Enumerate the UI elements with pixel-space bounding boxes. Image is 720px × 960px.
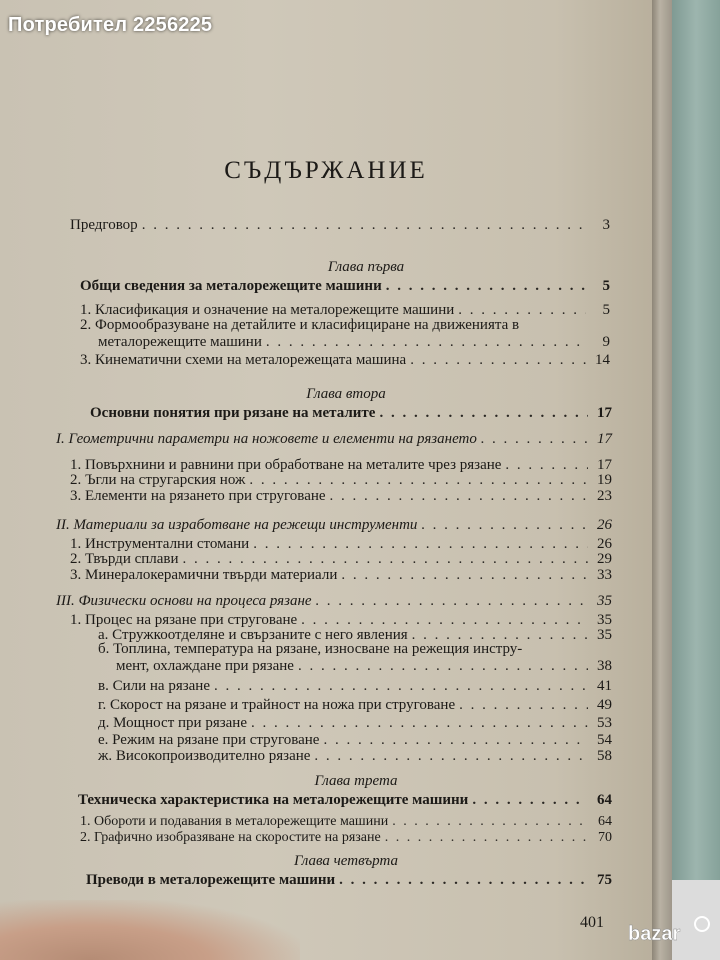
logo-text: bazar <box>628 923 681 945</box>
toc-entry: в. Сили на рязане . . . 41 <box>98 675 612 695</box>
toc-entry: 2. Твърди сплави . . . 29 <box>70 548 612 568</box>
finger <box>0 900 300 960</box>
toc-entry: а. Стружкоотделяне и свързаните с него явления . . . 35 <box>98 624 612 644</box>
toc-entry: 2. Ъгли на стругарския нож . . . 19 <box>70 469 612 489</box>
toc-entry: 1. Инструментални стомани . . . 26 <box>70 533 612 553</box>
toc-entry-chapter-title: Общи сведения за металорежещите машини . . . 5 <box>80 275 610 295</box>
book-cover <box>672 0 720 880</box>
toc-entry-chapter-title: Основни понятия при рязане на металите . . . 17 <box>90 402 612 422</box>
toc-entry: 1. Повърхнини и равнини при обработване на металите чрез рязане . . . 17 <box>70 454 612 474</box>
toc-entry: 1. Класификация и означение на металорежещите машини . . . 5 <box>80 299 610 319</box>
toc-entry: 2. Графично изобразяване на скоростите на рязане . . . 70 <box>80 827 612 847</box>
toc-entry-chapter-title: Преводи в металорежещите машини . . . 75 <box>86 869 612 889</box>
page-edge <box>652 0 672 960</box>
chapter-heading: Глава четвърта <box>294 853 398 869</box>
toc-entry-wrap: б. Топлина, температура на рязане, износване на режещия инстру- <box>98 641 523 657</box>
toc-entry: д. Мощност при рязане . . . 53 <box>98 712 612 732</box>
toc-entry-section: III. Физически основи на процеса рязане . . . 35 <box>56 590 612 610</box>
toc-entry: мент, охлаждане при рязане . . . 38 <box>116 655 612 675</box>
toc-entry: г. Скорост на рязане и трайност на ножа при струговане . . . 49 <box>98 694 612 714</box>
user-watermark: Потребител 2256225 <box>8 14 213 36</box>
chapter-heading: Глава първа <box>327 259 405 275</box>
toc-entry: е. Режим на рязане при струговане . . . 54 <box>98 729 612 749</box>
toc-entry-section: II. Материали за изработване на режещи инструменти . . . 26 <box>56 514 612 534</box>
page-title: СЪДЪРЖАНИЕ <box>224 157 428 184</box>
toc-entry: 3. Минералокерамични твърди материали . . . 33 <box>70 564 612 584</box>
toc-entry: металорежещите машини . . . 9 <box>98 331 610 351</box>
toc-entry-section: I. Геометрични параметри на ножовете и елементи на рязането . . . 17 <box>56 428 612 448</box>
toc-entry: 1. Процес на рязане при струговане . . . 35 <box>70 609 612 629</box>
toc-entry: 3. Елементи на рязането при струговане . . . 23 <box>70 485 612 505</box>
toc-entry: ж. Високопроизводително рязане . . . 58 <box>98 745 612 765</box>
toc-entry: 3. Кинематични схеми на металорежещата машина . . . 14 <box>80 349 610 369</box>
toc-entry: 1. Обороти и подавания в металорежещите машини . . . 64 <box>80 811 612 831</box>
chapter-heading: Глава втора <box>306 386 386 402</box>
chapter-heading: Глава трета <box>314 773 398 789</box>
toc-entry-wrap: 2. Формообразуване на детайлите и класифициране на движенията в <box>80 317 520 333</box>
bazar-logo <box>626 912 712 952</box>
toc-entry-preface: Предговор . . . 3 <box>70 214 610 234</box>
page-number: 401 <box>580 914 604 931</box>
toc-entry-chapter-title: Техническа характеристика на металорежещите машини . . . 64 <box>78 789 612 809</box>
